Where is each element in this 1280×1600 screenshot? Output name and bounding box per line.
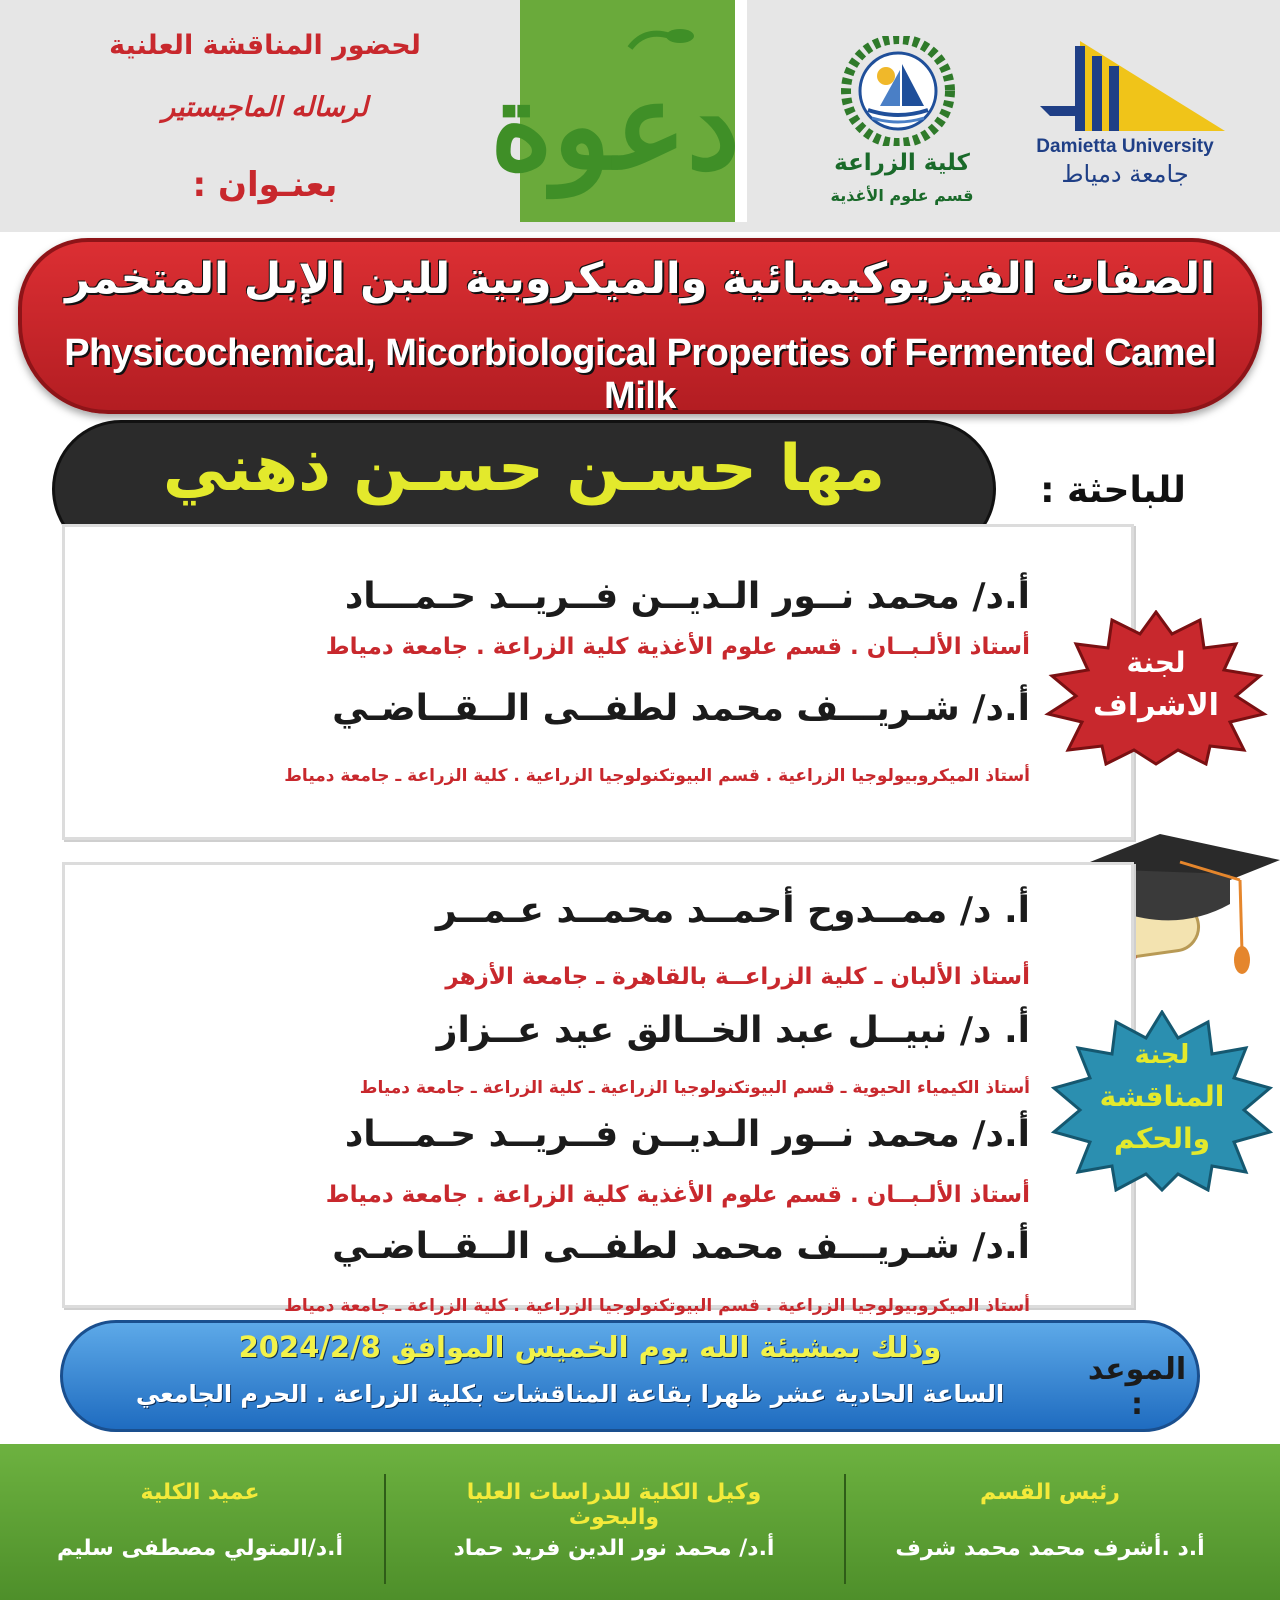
discussion-badge-line3: والحكم [1114, 1122, 1210, 1155]
appointment-date: وذلك بمشيئة الله يوم الخميس الموافق 2024/2/8 [238, 1330, 942, 1364]
examiner-affiliation-4: أستاذ الميكروبيولوجيا الزراعية . قسم البيوتكنولوجيا الزراعية . كلية الزراعة ـ جامعة دمياط [284, 1296, 1030, 1316]
examiner-affiliation-1: أستاذ الألبان ـ كلية الزراعــة بالقاهرة ـ جامعة الأزهر [445, 964, 1030, 990]
calligraphy-flourish-icon [630, 34, 670, 48]
examiner-name-1: أ. د/ ممــدوح أحمــد محمــد عـمــر [435, 890, 1030, 931]
discussion-badge [1048, 1010, 1276, 1192]
discussion-badge-line2: المناقشة [1099, 1080, 1225, 1113]
thesis-title-en: Physicochemical, Micorbiological Properties of Fermented Camel Milk [64, 332, 1216, 417]
supervisor-name-2: أ.د/ شـريـــف محمد لطفــى الــقــاضـي [332, 688, 1030, 729]
signatory-name-dean: أ.د/المتولي مصطفى سليم [56, 1536, 344, 1561]
examiner-name-4: أ.د/ شـريـــف محمد لطفــى الــقــاضـي [332, 1226, 1030, 1267]
examiner-name-3: أ.د/ محمد نــور الـديــن فــريــد حـمـــاد [344, 1114, 1030, 1155]
signatory-title-head: رئيس القسم [980, 1480, 1120, 1505]
thesis-title-ar: الصفات الفيزيوكيميائية والميكروبية للبن الإبل المتخمر [65, 254, 1215, 304]
examiner-affiliation-3: أستاذ الألـبــان . قسم علوم الأغذية كلية الزراعة . جامعة دمياط [325, 1182, 1030, 1208]
faculty-name: كلية الزراعة [834, 150, 970, 176]
researcher-label: للباحثة : [1040, 470, 1186, 511]
supervisor-name-1: أ.د/ محمد نــور الـديــن فــريــد حـمـــاد [344, 576, 1030, 617]
university-name-ar: جامعة دمياط [1061, 160, 1189, 188]
calligraphy-text: دعوة [490, 56, 740, 197]
invite-line-1: لحضور المناقشة العلنية [109, 30, 421, 61]
researcher-name: مها حسـن حسـن ذهني [162, 432, 886, 506]
appointment-time-place: الساعة الحادية عشر ظهرا بقاعة المناقشات بكلية الزراعة . الحرم الجامعي [135, 1380, 1005, 1408]
supervisor-affiliation-2: أستاذ الميكروبيولوجيا الزراعية . قسم البيوتكنولوجيا الزراعية . كلية الزراعة ـ جامعة دمياط [284, 766, 1030, 786]
examiner-affiliation-2: أستاذ الكيمياء الحيوية ـ قسم البيوتكنولوجيا الزراعية ـ كلية الزراعة ـ جامعة دمياط [359, 1078, 1030, 1098]
supervision-badge [1040, 610, 1272, 766]
calligraphy-leaf-icon [666, 29, 694, 43]
invite-line-2: لرساله الماجيستير [162, 92, 368, 123]
appointment-label: الموعد : [1087, 1352, 1187, 1422]
faculty-logo-icon [828, 36, 968, 146]
signatory-name-vice-dean: أ.د/ محمد نور الدين فريد حماد [453, 1536, 775, 1561]
invitation-calligraphy [480, 18, 750, 218]
discussion-badge-line1: لجنة [1134, 1040, 1190, 1070]
invite-line-3: بعنـوان : [192, 165, 338, 205]
signatory-title-dean: عميد الكلية [140, 1480, 260, 1505]
university-logo-icon [1020, 36, 1230, 136]
supervision-panel [62, 524, 1134, 840]
signatory-title-vice-dean: وكيل الكلية للدراسات العليا والبحوث [466, 1480, 762, 1530]
signatory-name-head: أ.د .أشرف محمد محمد شرف [895, 1536, 1205, 1561]
supervisor-affiliation-1: أستاذ الألـبــان . قسم علوم الأغذية كلية الزراعة . جامعة دمياط [325, 634, 1030, 660]
supervision-badge-line1: لجنة [1126, 646, 1186, 679]
supervision-badge-line2: الاشراف [1093, 688, 1219, 723]
university-name-en: Damietta University [1036, 136, 1214, 157]
examiner-name-2: أ. د/ نبيــل عبد الخــالق عيد عــزاز [436, 1010, 1030, 1051]
footer-divider [844, 1474, 846, 1584]
faculty-department: قسم علوم الأغذية [830, 186, 974, 205]
